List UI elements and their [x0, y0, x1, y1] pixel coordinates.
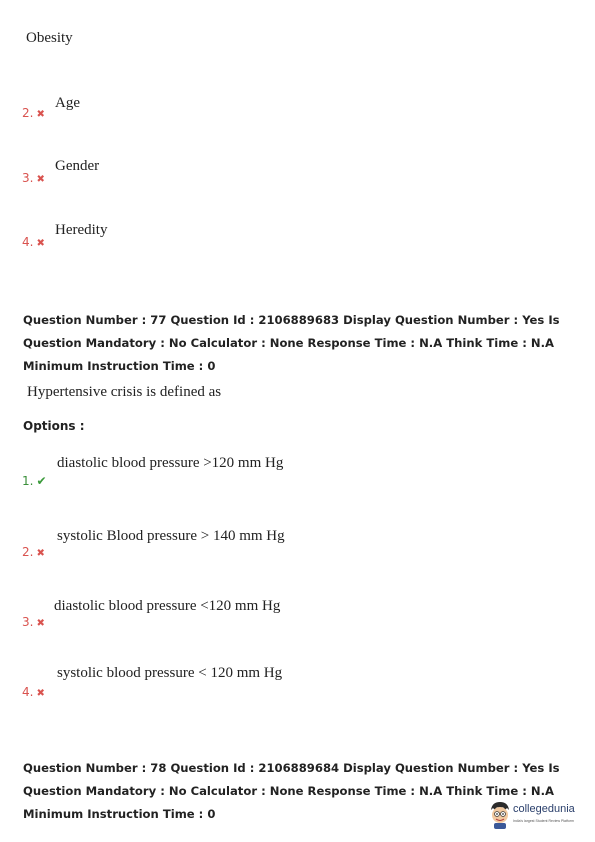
option-number: 2.: [22, 106, 34, 120]
q77-option-4: [22, 681, 45, 700]
cross-icon: ✖: [36, 688, 45, 699]
cross-icon: ✖: [36, 618, 45, 629]
q77-option-1: [22, 470, 47, 489]
q77-option-1-text: diastolic blood pressure >120 mm Hg: [57, 455, 284, 471]
cross-icon: ✖: [36, 548, 45, 559]
option-3: [22, 167, 45, 186]
brand-name: collegedunia: [513, 803, 575, 815]
check-icon: ✔: [36, 474, 47, 488]
option-number: 3.: [22, 615, 34, 629]
option-number: 1.: [22, 474, 34, 488]
cross-icon: ✖: [36, 109, 45, 120]
mascot-icon: [488, 800, 512, 830]
question-77-header: Question Number : 77 Question Id : 2106889683 Display Question Number : Yes Is Question Mandatory : No Calculator : None Response Time : N.A Think Time : N.A Minimum Instruction Time : 0: [23, 313, 560, 373]
options-label: Options :: [23, 419, 85, 433]
brand-tagline: India's largest Student Review Platform: [513, 819, 574, 823]
q77-option-3: [22, 611, 45, 630]
option-3-text: Gender: [55, 158, 100, 174]
q77-option-2: [22, 541, 45, 560]
option-number: 4.: [22, 685, 34, 699]
option-4: [22, 231, 45, 250]
q77-option-2-text: systolic Blood pressure > 140 mm Hg: [57, 528, 285, 544]
q77-option-3-text: diastolic blood pressure <120 mm Hg: [54, 598, 281, 614]
cross-icon: ✖: [36, 238, 45, 249]
question-77-text: Hypertensive crisis is defined as: [27, 384, 222, 400]
collegedunia-logo: [488, 800, 590, 834]
q77-option-4-text: systolic blood pressure < 120 mm Hg: [57, 665, 283, 681]
option-number: 2.: [22, 545, 34, 559]
option-number: 4.: [22, 235, 34, 249]
option-number: 3.: [22, 171, 34, 185]
question-78-header: Question Number : 78 Question Id : 2106889684 Display Question Number : Yes Is Question Mandatory : No Calculator : None Response Time : N.A Think Time : N.A Minimum Instruction Time : 0: [23, 761, 560, 821]
cross-icon: ✖: [36, 174, 45, 185]
option-4-text: Heredity: [55, 222, 108, 238]
option-2-text: Age: [55, 95, 80, 111]
option-1-text: Obesity: [26, 30, 73, 46]
option-2: [22, 102, 45, 121]
